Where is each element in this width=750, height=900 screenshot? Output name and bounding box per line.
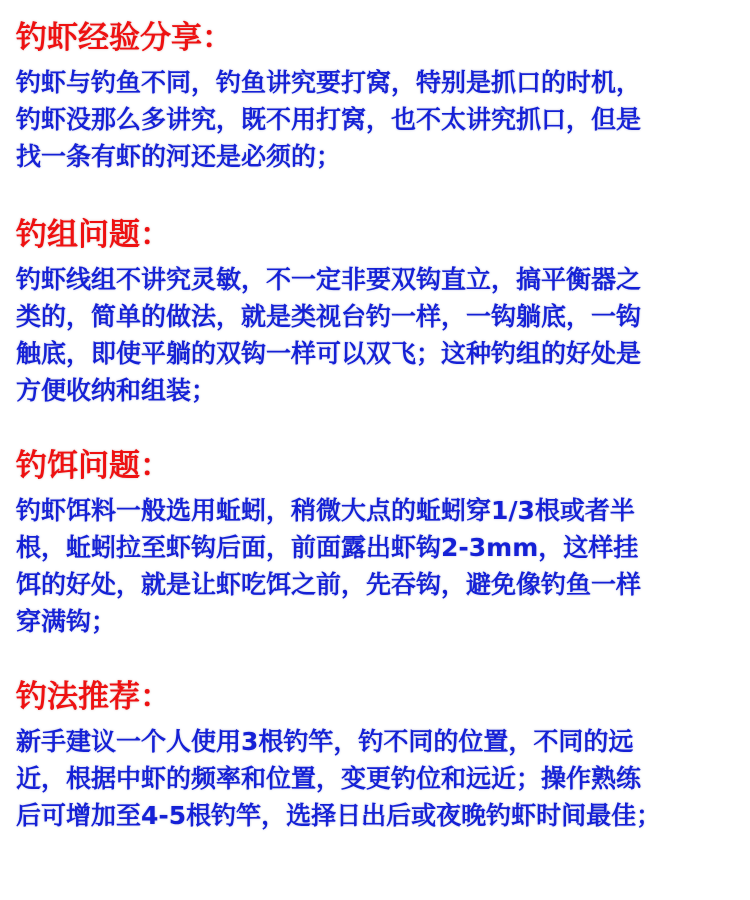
section-heading: 钓饵问题： bbox=[16, 448, 171, 484]
section-body bbox=[16, 64, 641, 175]
section-heading: 钓虾经验分享： bbox=[16, 20, 233, 56]
body-line: 钓虾饵料一般选用蚯蚓，稍微大点的蚯蚓穿1/3根或者半 bbox=[16, 496, 635, 525]
section-bait-issues bbox=[16, 444, 641, 640]
body-line: 钓虾与钓鱼不同，钓鱼讲究要打窝，特别是抓口的时机， bbox=[16, 68, 642, 97]
body-line: 钓虾线组不讲究灵敏，不一定非要双钩直立，搞平衡器之 bbox=[16, 265, 642, 294]
body-line: 类的，简单的做法，就是类视台钓一样，一钩躺底，一钩 bbox=[16, 302, 642, 331]
body-line: 饵的好处，就是让虾吃饵之前，先吞钩，避免像钓鱼一样 bbox=[16, 570, 642, 599]
section-body bbox=[16, 261, 641, 409]
body-line: 方便收纳和组装； bbox=[16, 376, 217, 405]
section-body bbox=[16, 723, 661, 834]
section-heading: 钓法推荐： bbox=[16, 679, 171, 715]
body-line: 后可增加至4-5根钓竿，选择日出后或夜晚钓虾时间最佳； bbox=[16, 801, 662, 830]
section-experience-sharing bbox=[16, 16, 641, 175]
section-body bbox=[16, 492, 641, 640]
section-method-recommendation bbox=[16, 675, 661, 834]
body-line: 触底，即使平躺的双钩一样可以双飞；这种钓组的好处是 bbox=[16, 339, 642, 368]
section-heading: 钓组问题： bbox=[16, 217, 171, 253]
body-line: 新手建议一个人使用3根钓竿，钓不同的位置，不同的远 bbox=[16, 727, 634, 756]
body-line: 穿满钩； bbox=[16, 607, 117, 636]
section-rig-issues bbox=[16, 213, 641, 409]
body-line: 近，根据中虾的频率和位置，变更钓位和远近；操作熟练 bbox=[16, 764, 642, 793]
body-line: 找一条有虾的河还是必须的； bbox=[16, 142, 342, 171]
body-line: 根，蚯蚓拉至虾钩后面，前面露出虾钩2-3mm，这样挂 bbox=[16, 533, 639, 562]
body-line: 钓虾没那么多讲究，既不用打窝，也不太讲究抓口，但是 bbox=[16, 105, 642, 134]
